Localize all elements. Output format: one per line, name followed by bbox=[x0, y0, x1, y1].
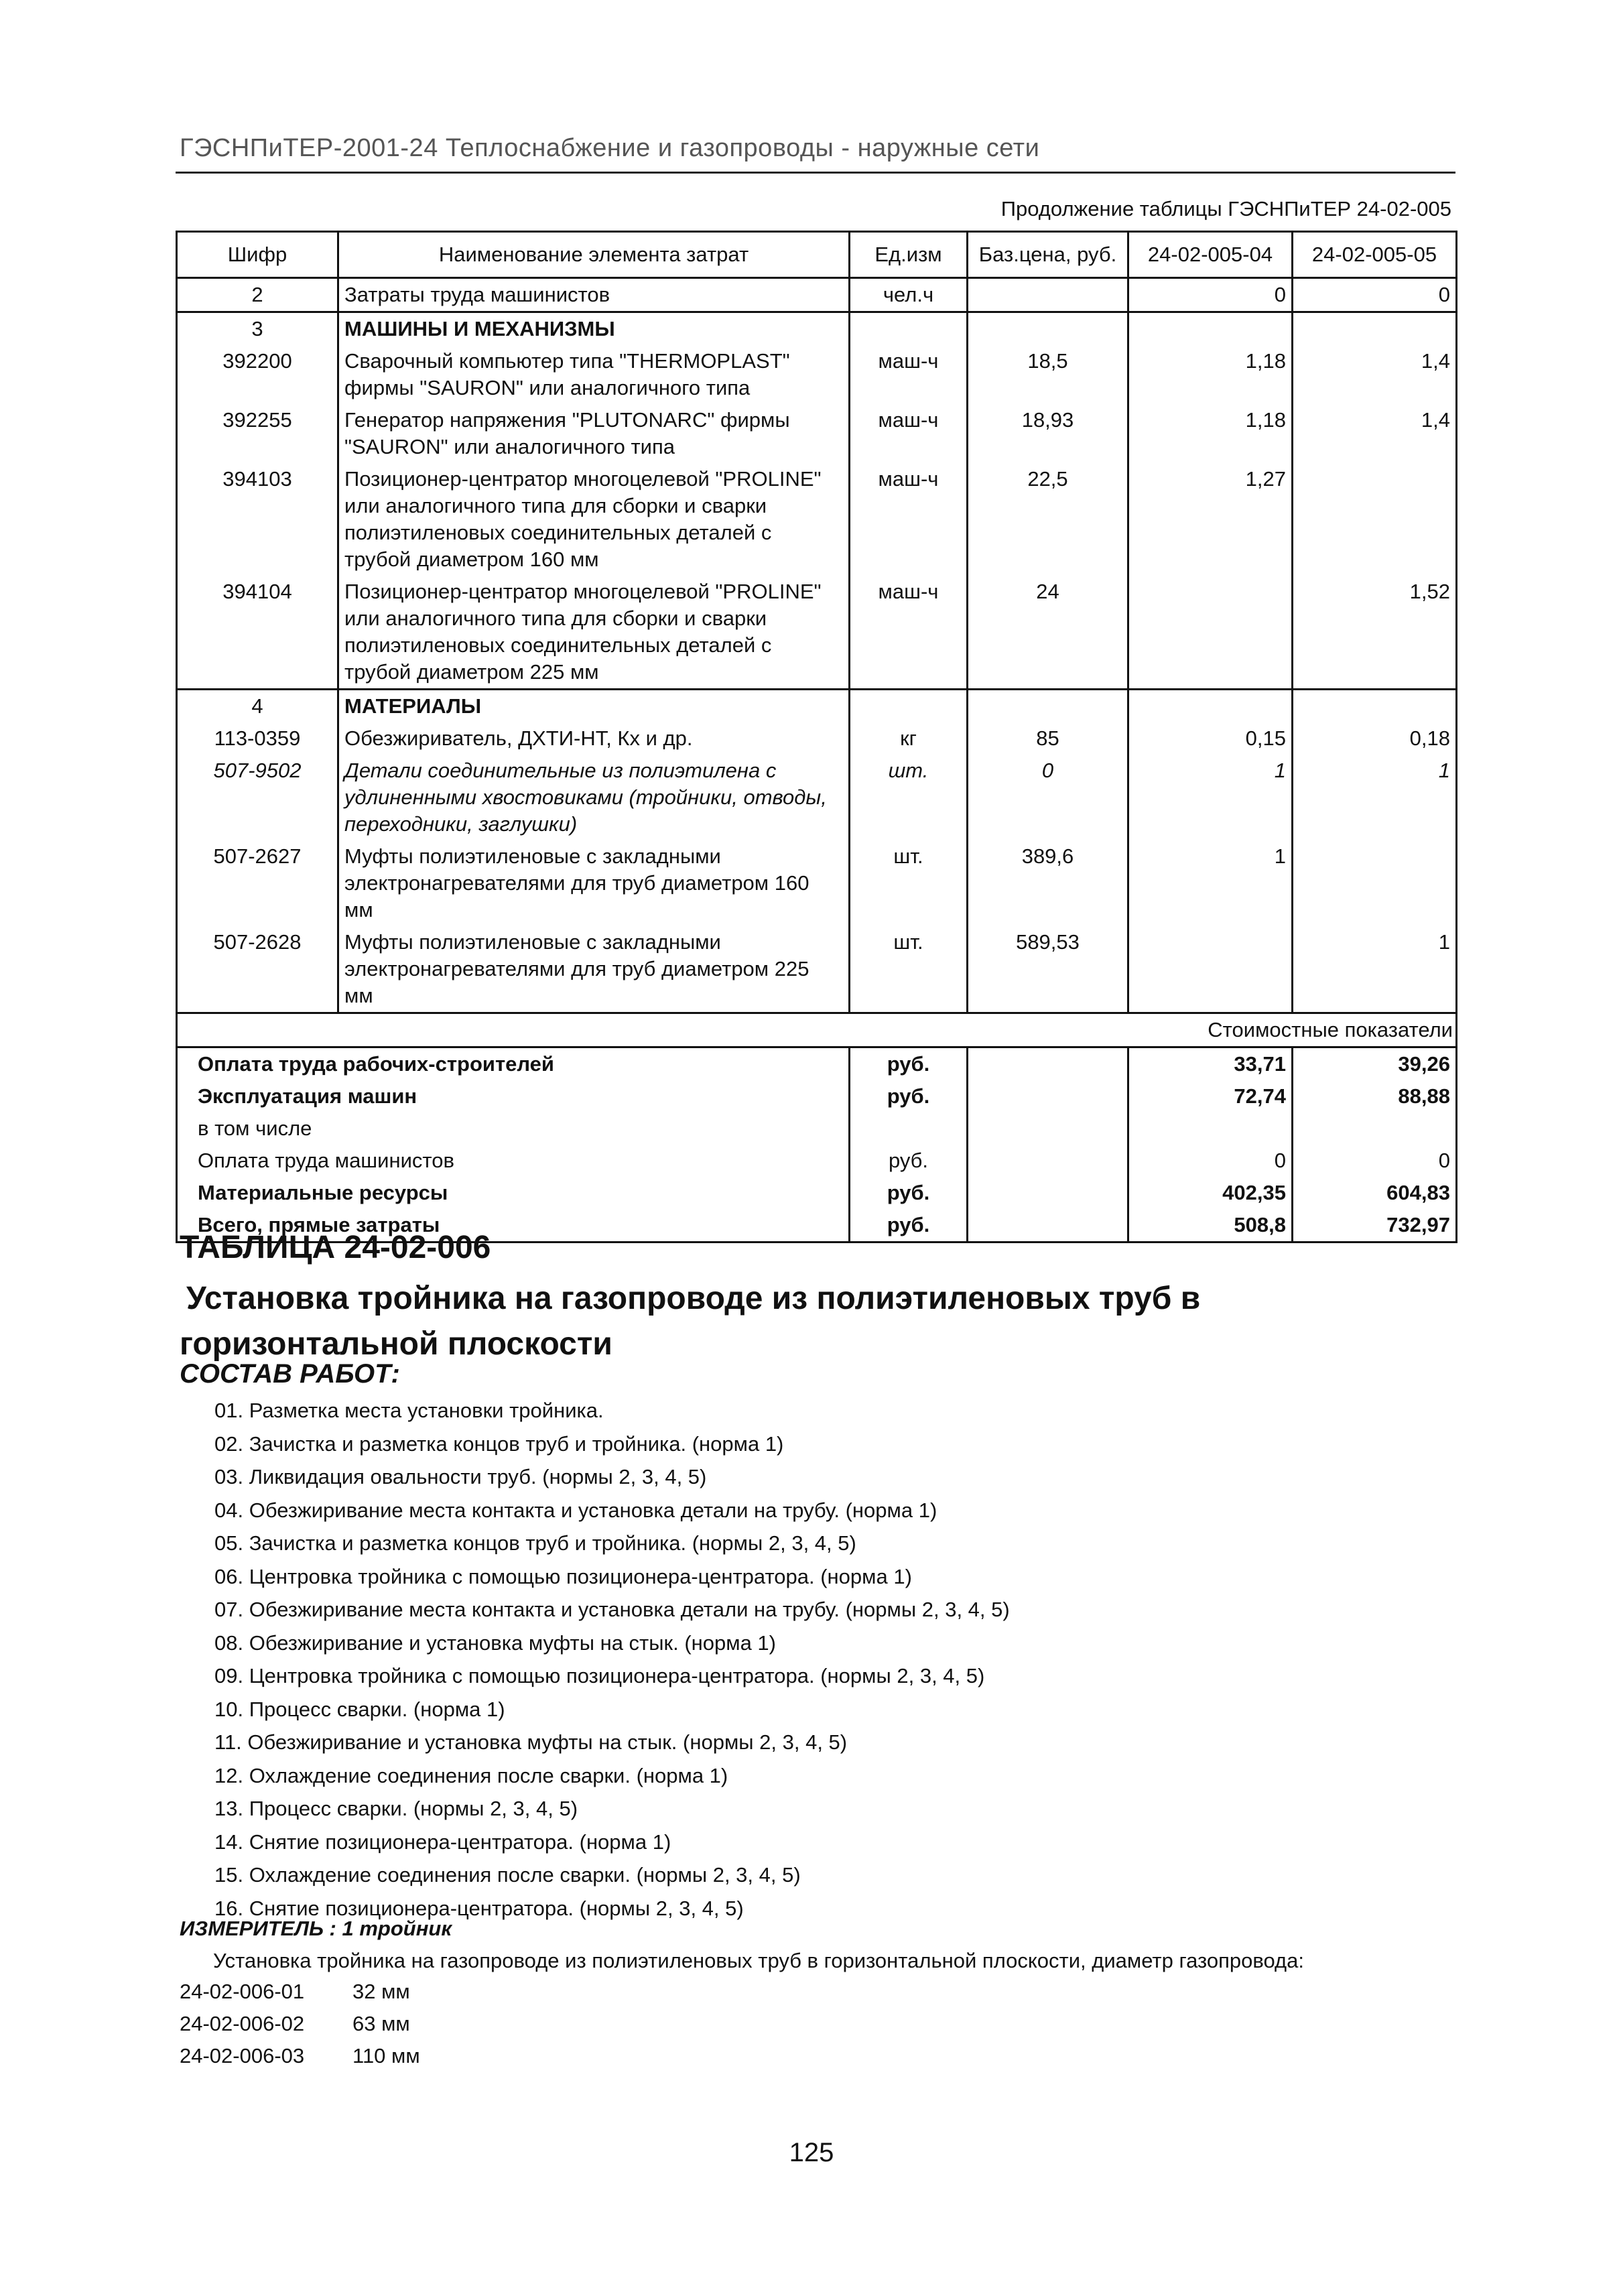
cell-value-05 bbox=[1293, 840, 1457, 926]
norm-code: 24-02-006-01 bbox=[180, 1980, 305, 2003]
cell-value-04 bbox=[1128, 312, 1293, 346]
indicator-value-05: 0 bbox=[1293, 1145, 1457, 1177]
cell-value-04: 1 bbox=[1128, 840, 1293, 926]
indicator-unit: руб. bbox=[850, 1047, 968, 1081]
cell-value-05: 1 bbox=[1293, 755, 1457, 840]
table-row bbox=[177, 755, 1457, 840]
cell-unit: маш-ч bbox=[850, 345, 968, 404]
list-item: 10. Процесс сварки. (норма 1) bbox=[214, 1697, 505, 1721]
table-row bbox=[177, 722, 1457, 755]
cell-price: 18,93 bbox=[968, 404, 1128, 463]
cost-banner-row bbox=[177, 1013, 1457, 1047]
section-subtitle: Установка тройника на газопроводе из полиэтиленовых труб в горизонтальной плоскости bbox=[180, 1281, 1201, 1362]
cell-price: 0 bbox=[968, 755, 1128, 840]
page-number: 125 bbox=[789, 2138, 834, 2167]
column-header-norm-04: 24-02-005-04 bbox=[1128, 232, 1293, 278]
cell-price bbox=[968, 278, 1128, 312]
cell-value-04: 1 bbox=[1128, 755, 1293, 840]
cell-value-04 bbox=[1128, 576, 1293, 690]
indicator-value-05: 39,26 bbox=[1293, 1047, 1457, 1081]
norm-diameter: 63 мм bbox=[352, 2012, 410, 2035]
cell-value-05: 1,4 bbox=[1293, 345, 1457, 404]
table-row bbox=[177, 278, 1457, 312]
cell-unit: шт. bbox=[850, 840, 968, 926]
table-row bbox=[177, 312, 1457, 346]
norms-table bbox=[180, 1976, 420, 2072]
indicator-unit: руб. bbox=[850, 1209, 968, 1242]
indicator-row bbox=[177, 1080, 1457, 1112]
indicator-row bbox=[177, 1047, 1457, 1081]
cell-code: 507-2627 bbox=[177, 840, 338, 926]
column-header-name: Наименование элемента затрат bbox=[338, 232, 850, 278]
composition-heading: СОСТАВ РАБОТ: bbox=[180, 1359, 400, 1389]
column-header-price: Баз.цена, руб. bbox=[968, 232, 1128, 278]
indicator-value-05: 732,97 bbox=[1293, 1209, 1457, 1242]
cell-value-05: 1,4 bbox=[1293, 404, 1457, 463]
indicator-row bbox=[177, 1177, 1457, 1209]
indicator-label: Эксплуатация машин bbox=[177, 1080, 850, 1112]
norm-row bbox=[180, 2008, 420, 2040]
cell-price: 22,5 bbox=[968, 463, 1128, 576]
section-title: ТАБЛИЦА 24-02-006 bbox=[180, 1230, 491, 1265]
indicator-value-04: 72,74 bbox=[1128, 1080, 1293, 1112]
cell-price: 389,6 bbox=[968, 840, 1128, 926]
cell-name: Затраты труда машинистов bbox=[338, 278, 850, 312]
cell-name: Муфты полиэтиленовые с закладными электронагревателями для труб диаметром 225 мм bbox=[338, 926, 850, 1013]
indicator-value-04: 402,35 bbox=[1128, 1177, 1293, 1209]
cell-value-05: 0 bbox=[1293, 278, 1457, 312]
indicator-price bbox=[968, 1047, 1128, 1081]
cell-price: 18,5 bbox=[968, 345, 1128, 404]
cell-code: 113-0359 bbox=[177, 722, 338, 755]
indicator-label: Материальные ресурсы bbox=[177, 1177, 850, 1209]
cell-value-04: 1,18 bbox=[1128, 345, 1293, 404]
table-row bbox=[177, 345, 1457, 404]
indicator-value-04: 33,71 bbox=[1128, 1047, 1293, 1081]
works-list bbox=[214, 1394, 1010, 1925]
indicator-value-04 bbox=[1128, 1112, 1293, 1145]
measurer: ИЗМЕРИТЕЛЬ : 1 тройник bbox=[180, 1917, 452, 1940]
cell-code: 507-9502 bbox=[177, 755, 338, 840]
table-row bbox=[177, 690, 1457, 723]
list-item: 09. Центровка тройника с помощью позиционера-центратора. (нормы 2, 3, 4, 5) bbox=[214, 1664, 985, 1687]
cell-price: 589,53 bbox=[968, 926, 1128, 1013]
cell-value-05 bbox=[1293, 312, 1457, 346]
list-item: 02. Зачистка и разметка концов труб и тройника. (норма 1) bbox=[214, 1431, 784, 1456]
list-item: 08. Обезжиривание и установка муфты на стык. (норма 1) bbox=[214, 1631, 776, 1655]
cell-code: 4 bbox=[177, 690, 338, 723]
list-item: 04. Обезжиривание места контакта и установка детали на трубу. (норма 1) bbox=[214, 1498, 937, 1522]
table-row bbox=[177, 840, 1457, 926]
cell-value-05: 0,18 bbox=[1293, 722, 1457, 755]
indicator-price bbox=[968, 1145, 1128, 1177]
cell-unit: шт. bbox=[850, 926, 968, 1013]
cell-code: 394103 bbox=[177, 463, 338, 576]
indicator-value-05 bbox=[1293, 1112, 1457, 1145]
cell-name: Позиционер-центратор многоцелевой "PROLINE" или аналогичного типа для сборки и сварки полиэтиленовых соединительных деталей с трубой диаметром 225 мм bbox=[338, 576, 850, 690]
cell-name: Сварочный компьютер типа "THERMOPLAST" фирмы "SAURON" или аналогичного типа bbox=[338, 345, 850, 404]
norm-diameter: 110 мм bbox=[352, 2044, 420, 2067]
list-item: 03. Ликвидация овальности труб. (нормы 2, 3, 4, 5) bbox=[214, 1465, 707, 1488]
cell-unit: маш-ч bbox=[850, 404, 968, 463]
cell-price bbox=[968, 312, 1128, 346]
cell-code: 392255 bbox=[177, 404, 338, 463]
cell-price: 24 bbox=[968, 576, 1128, 690]
column-header-code: Шифр bbox=[177, 232, 338, 278]
norm-diameter: 32 мм bbox=[352, 1980, 410, 2003]
column-header-norm-05: 24-02-005-05 bbox=[1293, 232, 1457, 278]
cell-value-05: 1,52 bbox=[1293, 576, 1457, 690]
table-continuation-caption: Продолжение таблицы ГЭСНПиТЕР 24-02-005 bbox=[1000, 197, 1451, 220]
indicator-price bbox=[968, 1112, 1128, 1145]
cell-section-title: МАШИНЫ И МЕХАНИЗМЫ bbox=[338, 312, 850, 346]
indicator-price bbox=[968, 1080, 1128, 1112]
indicator-value-05: 88,88 bbox=[1293, 1080, 1457, 1112]
indicator-value-04: 508,8 bbox=[1128, 1209, 1293, 1242]
indicator-price bbox=[968, 1209, 1128, 1242]
indicator-value-04: 0 bbox=[1128, 1145, 1293, 1177]
header-rule bbox=[176, 172, 1455, 174]
cell-price bbox=[968, 690, 1128, 723]
cell-code: 3 bbox=[177, 312, 338, 346]
cell-value-05 bbox=[1293, 690, 1457, 723]
norms-intro: Установка тройника на газопроводе из полиэтиленовых труб в горизонтальной плоскости, диаметр газопровода: bbox=[213, 1949, 1304, 1972]
norm-code: 24-02-006-03 bbox=[180, 2044, 305, 2067]
table-row bbox=[177, 576, 1457, 690]
cell-value-04 bbox=[1128, 690, 1293, 723]
cell-unit: шт. bbox=[850, 755, 968, 840]
indicator-unit: руб. bbox=[850, 1080, 968, 1112]
list-item: 11. Обезжиривание и установка муфты на стык. (нормы 2, 3, 4, 5) bbox=[214, 1730, 848, 1754]
cell-code: 2 bbox=[177, 278, 338, 312]
indicator-unit bbox=[850, 1112, 968, 1145]
cell-unit: кг bbox=[850, 722, 968, 755]
cell-code: 394104 bbox=[177, 576, 338, 690]
cell-value-04 bbox=[1128, 926, 1293, 1013]
column-header-unit: Ед.изм bbox=[850, 232, 968, 278]
indicator-label: Оплата труда машинистов bbox=[177, 1145, 850, 1177]
cell-value-04: 1,18 bbox=[1128, 404, 1293, 463]
indicator-label: Всего, прямые затраты bbox=[177, 1209, 850, 1242]
cell-unit: маш-ч bbox=[850, 463, 968, 576]
cell-value-05 bbox=[1293, 463, 1457, 576]
indicator-row bbox=[177, 1145, 1457, 1177]
list-item: 13. Процесс сварки. (нормы 2, 3, 4, 5) bbox=[214, 1797, 578, 1820]
norm-row bbox=[180, 2040, 420, 2072]
table-header-row bbox=[177, 232, 1457, 278]
cell-name: Генератор напряжения "PLUTONARC" фирмы "SAURON" или аналогичного типа bbox=[338, 404, 850, 463]
resource-table bbox=[176, 231, 1457, 1243]
cell-code: 507-2628 bbox=[177, 926, 338, 1013]
cost-banner: Стоимостные показатели bbox=[177, 1013, 1457, 1047]
list-item: 01. Разметка места установки тройника. bbox=[214, 1399, 604, 1422]
table-row bbox=[177, 463, 1457, 576]
norm-row bbox=[180, 1976, 420, 2008]
cell-name: Обезжириватель, ДХТИ-НТ, Кх и др. bbox=[338, 722, 850, 755]
indicator-label: в том числе bbox=[177, 1112, 850, 1145]
list-item: 16. Снятие позиционера-центратора. (нормы 2, 3, 4, 5) bbox=[214, 1896, 744, 1920]
cell-value-04: 0 bbox=[1128, 278, 1293, 312]
table-row bbox=[177, 404, 1457, 463]
list-item: 14. Снятие позиционера-центратора. (норма 1) bbox=[214, 1830, 671, 1854]
table-row bbox=[177, 926, 1457, 1013]
indicator-label: Оплата труда рабочих-строителей bbox=[177, 1047, 850, 1081]
running-header: ГЭСНПиТЕР-2001-24 Теплоснабжение и газопроводы - наружные сети bbox=[180, 134, 1040, 162]
cell-unit bbox=[850, 312, 968, 346]
indicator-price bbox=[968, 1177, 1128, 1209]
cell-unit: чел.ч bbox=[850, 278, 968, 312]
cell-name: Детали соединительные из полиэтилена с удлиненными хвостовиками (тройники, отводы, переходники, заглушки) bbox=[338, 755, 850, 840]
indicator-row bbox=[177, 1112, 1457, 1145]
list-item: 12. Охлаждение соединения после сварки. (норма 1) bbox=[214, 1763, 728, 1787]
list-item: 07. Обезжиривание места контакта и установка детали на трубу. (нормы 2, 3, 4, 5) bbox=[214, 1598, 1010, 1621]
cell-code: 392200 bbox=[177, 345, 338, 404]
cell-value-04: 0,15 bbox=[1128, 722, 1293, 755]
cell-unit: маш-ч bbox=[850, 576, 968, 690]
list-item: 15. Охлаждение соединения после сварки. (нормы 2, 3, 4, 5) bbox=[214, 1863, 801, 1887]
indicator-unit: руб. bbox=[850, 1177, 968, 1209]
cell-name: Позиционер-центратор многоцелевой "PROLINE" или аналогичного типа для сборки и сварки полиэтиленовых соединительных деталей с трубой диаметром 160 мм bbox=[338, 463, 850, 576]
cell-price: 85 bbox=[968, 722, 1128, 755]
indicator-value-05: 604,83 bbox=[1293, 1177, 1457, 1209]
list-item: 06. Центровка тройника с помощью позиционера-центратора. (норма 1) bbox=[214, 1564, 912, 1588]
list-item: 05. Зачистка и разметка концов труб и тройника. (нормы 2, 3, 4, 5) bbox=[214, 1531, 856, 1555]
cell-section-title: МАТЕРИАЛЫ bbox=[338, 690, 850, 723]
norm-code: 24-02-006-02 bbox=[180, 2012, 305, 2035]
cell-name: Муфты полиэтиленовые с закладными электронагревателями для труб диаметром 160 мм bbox=[338, 840, 850, 926]
cell-value-05: 1 bbox=[1293, 926, 1457, 1013]
cell-value-04: 1,27 bbox=[1128, 463, 1293, 576]
cell-unit bbox=[850, 690, 968, 723]
indicator-unit: руб. bbox=[850, 1145, 968, 1177]
